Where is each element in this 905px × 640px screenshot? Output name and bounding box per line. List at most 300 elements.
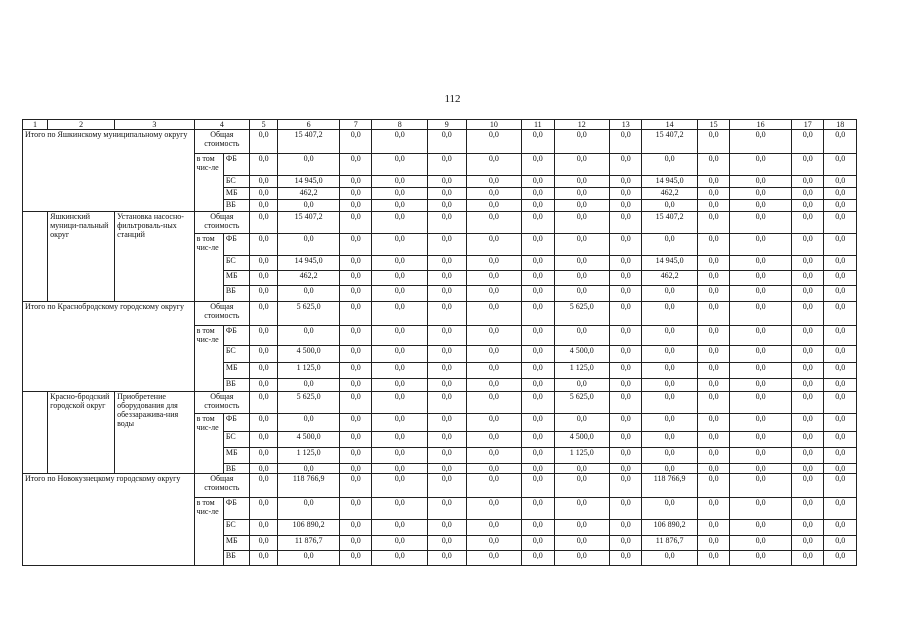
value-cell: 0,0 <box>427 474 466 498</box>
value-cell: 0,0 <box>427 520 466 536</box>
value-cell: 0,0 <box>522 474 554 498</box>
value-cell: 0,0 <box>697 520 729 536</box>
value-cell: 14 945,0 <box>278 256 340 271</box>
value-cell: 0,0 <box>466 464 521 474</box>
fund-label: ВБ <box>223 464 249 474</box>
value-cell: 0,0 <box>522 392 554 414</box>
value-cell: 0,0 <box>554 520 609 536</box>
value-cell: 0,0 <box>250 448 278 464</box>
value-cell: 0,0 <box>697 498 729 520</box>
value-cell: 0,0 <box>372 326 427 346</box>
total-cost-label: Общая стоимость <box>194 302 249 326</box>
value-cell: 0,0 <box>427 346 466 363</box>
value-cell: 0,0 <box>466 256 521 271</box>
value-cell: 1 125,0 <box>554 448 609 464</box>
value-cell: 0,0 <box>824 234 857 256</box>
table-row <box>23 474 857 498</box>
value-cell: 0,0 <box>554 536 609 551</box>
fund-label: ФБ <box>223 414 249 432</box>
fund-label: ФБ <box>223 234 249 256</box>
value-cell: 0,0 <box>466 498 521 520</box>
value-cell: 0,0 <box>427 536 466 551</box>
value-cell: 0,0 <box>642 154 697 176</box>
value-cell: 0,0 <box>792 363 824 379</box>
value-cell: 0,0 <box>466 326 521 346</box>
value-cell: 0,0 <box>372 346 427 363</box>
value-cell: 0,0 <box>372 414 427 432</box>
column-header: 13 <box>609 120 641 130</box>
value-cell: 5 625,0 <box>278 302 340 326</box>
fund-label: ФБ <box>223 498 249 520</box>
value-cell: 0,0 <box>250 536 278 551</box>
value-cell: 0,0 <box>522 130 554 154</box>
value-cell: 0,0 <box>250 286 278 302</box>
value-cell: 4 500,0 <box>278 432 340 448</box>
value-cell: 0,0 <box>792 520 824 536</box>
value-cell: 462,2 <box>278 188 340 200</box>
value-cell: 0,0 <box>730 520 792 536</box>
value-cell: 0,0 <box>730 551 792 566</box>
value-cell: 0,0 <box>372 302 427 326</box>
value-cell: 0,0 <box>697 551 729 566</box>
column-header: 3 <box>115 120 195 130</box>
value-cell: 0,0 <box>372 130 427 154</box>
value-cell: 0,0 <box>340 520 372 536</box>
value-cell: 15 407,2 <box>642 130 697 154</box>
value-cell: 0,0 <box>824 464 857 474</box>
value-cell: 0,0 <box>730 498 792 520</box>
value-cell: 0,0 <box>730 464 792 474</box>
value-cell: 0,0 <box>466 346 521 363</box>
column-header: 17 <box>792 120 824 130</box>
value-cell: 0,0 <box>730 414 792 432</box>
value-cell: 0,0 <box>278 326 340 346</box>
value-cell: 0,0 <box>250 326 278 346</box>
value-cell: 0,0 <box>824 286 857 302</box>
column-header: 12 <box>554 120 609 130</box>
value-cell: 0,0 <box>697 234 729 256</box>
value-cell: 0,0 <box>730 286 792 302</box>
value-cell: 0,0 <box>642 286 697 302</box>
value-cell: 0,0 <box>824 200 857 212</box>
value-cell: 0,0 <box>250 302 278 326</box>
value-cell: 0,0 <box>730 474 792 498</box>
value-cell: 0,0 <box>642 302 697 326</box>
value-cell: 0,0 <box>609 551 641 566</box>
value-cell: 0,0 <box>340 188 372 200</box>
value-cell: 0,0 <box>792 212 824 234</box>
value-cell: 0,0 <box>554 326 609 346</box>
value-cell: 0,0 <box>372 379 427 392</box>
value-cell: 0,0 <box>824 176 857 188</box>
value-cell: 0,0 <box>278 154 340 176</box>
value-cell: 0,0 <box>697 326 729 346</box>
value-cell: 0,0 <box>642 392 697 414</box>
value-cell: 0,0 <box>554 474 609 498</box>
value-cell: 0,0 <box>340 379 372 392</box>
row-number-cell <box>23 212 48 302</box>
value-cell: 0,0 <box>466 414 521 432</box>
value-cell: 1 125,0 <box>278 448 340 464</box>
value-cell: 0,0 <box>730 432 792 448</box>
value-cell: 0,0 <box>372 154 427 176</box>
section-total-title: Итого по Яшкинскому муниципальному округу <box>23 130 195 212</box>
value-cell: 0,0 <box>697 200 729 212</box>
value-cell: 14 945,0 <box>642 176 697 188</box>
column-header: 18 <box>824 120 857 130</box>
including-label: в том чис-ле <box>194 234 223 302</box>
value-cell: 462,2 <box>642 188 697 200</box>
column-header: 15 <box>697 120 729 130</box>
value-cell: 0,0 <box>522 212 554 234</box>
value-cell: 0,0 <box>522 176 554 188</box>
value-cell: 0,0 <box>372 200 427 212</box>
value-cell: 0,0 <box>642 432 697 448</box>
value-cell: 0,0 <box>522 188 554 200</box>
value-cell: 0,0 <box>250 379 278 392</box>
fund-label: МБ <box>223 188 249 200</box>
value-cell: 4 500,0 <box>278 346 340 363</box>
value-cell: 0,0 <box>792 498 824 520</box>
value-cell: 0,0 <box>250 363 278 379</box>
row-number-cell <box>23 392 48 474</box>
value-cell: 5 625,0 <box>554 302 609 326</box>
value-cell: 0,0 <box>340 130 372 154</box>
value-cell: 0,0 <box>522 379 554 392</box>
value-cell: 4 500,0 <box>554 432 609 448</box>
value-cell: 0,0 <box>824 212 857 234</box>
value-cell: 462,2 <box>278 271 340 286</box>
value-cell: 0,0 <box>792 286 824 302</box>
value-cell: 0,0 <box>730 379 792 392</box>
value-cell: 0,0 <box>697 212 729 234</box>
value-cell: 0,0 <box>697 363 729 379</box>
value-cell: 0,0 <box>340 464 372 474</box>
value-cell: 0,0 <box>824 536 857 551</box>
value-cell: 0,0 <box>427 200 466 212</box>
value-cell: 0,0 <box>250 346 278 363</box>
value-cell: 0,0 <box>466 363 521 379</box>
total-cost-label: Общая стоимость <box>194 392 249 414</box>
fund-label: ФБ <box>223 154 249 176</box>
value-cell: 0,0 <box>609 520 641 536</box>
value-cell: 0,0 <box>792 551 824 566</box>
value-cell: 0,0 <box>697 188 729 200</box>
value-cell: 0,0 <box>730 176 792 188</box>
value-cell: 0,0 <box>730 212 792 234</box>
value-cell: 0,0 <box>824 346 857 363</box>
value-cell: 0,0 <box>697 176 729 188</box>
section-total-title: Итого по Краснобродскому городскому округу <box>23 302 195 392</box>
value-cell: 0,0 <box>427 234 466 256</box>
value-cell: 0,0 <box>466 302 521 326</box>
value-cell: 0,0 <box>372 271 427 286</box>
total-cost-label: Общая стоимость <box>194 212 249 234</box>
value-cell: 0,0 <box>522 414 554 432</box>
column-header: 9 <box>427 120 466 130</box>
value-cell: 0,0 <box>730 200 792 212</box>
value-cell: 0,0 <box>427 176 466 188</box>
table-row <box>23 302 857 326</box>
value-cell: 0,0 <box>427 154 466 176</box>
value-cell: 0,0 <box>824 432 857 448</box>
value-cell: 0,0 <box>824 154 857 176</box>
value-cell: 0,0 <box>609 302 641 326</box>
fund-label: МБ <box>223 448 249 464</box>
value-cell: 0,0 <box>340 551 372 566</box>
value-cell: 0,0 <box>372 212 427 234</box>
value-cell: 0,0 <box>340 346 372 363</box>
value-cell: 0,0 <box>792 414 824 432</box>
value-cell: 0,0 <box>278 464 340 474</box>
value-cell: 0,0 <box>642 551 697 566</box>
value-cell: 0,0 <box>466 551 521 566</box>
value-cell: 15 407,2 <box>642 212 697 234</box>
value-cell: 0,0 <box>697 448 729 464</box>
value-cell: 0,0 <box>250 130 278 154</box>
value-cell: 0,0 <box>250 154 278 176</box>
value-cell: 0,0 <box>609 346 641 363</box>
value-cell: 0,0 <box>792 188 824 200</box>
fund-label: ВБ <box>223 551 249 566</box>
value-cell: 0,0 <box>730 392 792 414</box>
value-cell: 0,0 <box>554 271 609 286</box>
fund-label: БС <box>223 346 249 363</box>
value-cell: 0,0 <box>609 212 641 234</box>
value-cell: 0,0 <box>340 498 372 520</box>
column-header: 5 <box>250 120 278 130</box>
value-cell: 0,0 <box>340 414 372 432</box>
value-cell: 0,0 <box>792 256 824 271</box>
value-cell: 11 876,7 <box>278 536 340 551</box>
value-cell: 0,0 <box>609 498 641 520</box>
section-total-title: Итого по Новокузнецкому городскому округу <box>23 474 195 566</box>
value-cell: 0,0 <box>642 448 697 464</box>
value-cell: 0,0 <box>730 536 792 551</box>
fund-label: ВБ <box>223 286 249 302</box>
value-cell: 0,0 <box>466 200 521 212</box>
value-cell: 0,0 <box>466 234 521 256</box>
value-cell: 0,0 <box>340 302 372 326</box>
value-cell: 0,0 <box>792 130 824 154</box>
value-cell: 0,0 <box>522 326 554 346</box>
value-cell: 0,0 <box>522 536 554 551</box>
column-header: 11 <box>522 120 554 130</box>
value-cell: 0,0 <box>697 379 729 392</box>
value-cell: 0,0 <box>824 271 857 286</box>
value-cell: 0,0 <box>250 520 278 536</box>
value-cell: 15 407,2 <box>278 130 340 154</box>
value-cell: 0,0 <box>340 200 372 212</box>
value-cell: 0,0 <box>372 536 427 551</box>
value-cell: 0,0 <box>250 176 278 188</box>
value-cell: 0,0 <box>642 498 697 520</box>
value-cell: 0,0 <box>697 286 729 302</box>
value-cell: 0,0 <box>609 256 641 271</box>
value-cell: 0,0 <box>522 520 554 536</box>
fund-label: МБ <box>223 536 249 551</box>
value-cell: 0,0 <box>730 154 792 176</box>
object-name: Установка насосно-фильтроваль-ных станций <box>115 212 195 302</box>
value-cell: 0,0 <box>372 498 427 520</box>
value-cell: 0,0 <box>278 498 340 520</box>
value-cell: 1 125,0 <box>278 363 340 379</box>
including-label: в том чис-ле <box>194 326 223 392</box>
value-cell: 0,0 <box>697 302 729 326</box>
fund-label: ВБ <box>223 379 249 392</box>
value-cell: 0,0 <box>278 234 340 256</box>
value-cell: 0,0 <box>522 234 554 256</box>
value-cell: 0,0 <box>522 363 554 379</box>
value-cell: 0,0 <box>609 474 641 498</box>
including-label: в том чис-ле <box>194 498 223 566</box>
value-cell: 0,0 <box>250 256 278 271</box>
value-cell: 0,0 <box>372 448 427 464</box>
value-cell: 0,0 <box>372 188 427 200</box>
column-header: 2 <box>48 120 115 130</box>
value-cell: 0,0 <box>340 326 372 346</box>
value-cell: 0,0 <box>792 326 824 346</box>
value-cell: 0,0 <box>730 234 792 256</box>
value-cell: 0,0 <box>372 176 427 188</box>
table-row <box>23 130 857 154</box>
fund-label: МБ <box>223 271 249 286</box>
value-cell: 0,0 <box>697 474 729 498</box>
value-cell: 0,0 <box>427 326 466 346</box>
value-cell: 0,0 <box>340 286 372 302</box>
value-cell: 0,0 <box>642 346 697 363</box>
value-cell: 0,0 <box>427 551 466 566</box>
value-cell: 0,0 <box>340 363 372 379</box>
value-cell: 0,0 <box>554 498 609 520</box>
value-cell: 0,0 <box>792 271 824 286</box>
value-cell: 0,0 <box>792 200 824 212</box>
value-cell: 0,0 <box>554 379 609 392</box>
value-cell: 0,0 <box>554 176 609 188</box>
value-cell: 0,0 <box>340 154 372 176</box>
value-cell: 0,0 <box>522 271 554 286</box>
value-cell: 0,0 <box>609 176 641 188</box>
value-cell: 0,0 <box>730 346 792 363</box>
value-cell: 0,0 <box>466 536 521 551</box>
value-cell: 0,0 <box>466 448 521 464</box>
column-header: 1 <box>23 120 48 130</box>
value-cell: 0,0 <box>730 302 792 326</box>
value-cell: 0,0 <box>730 448 792 464</box>
value-cell: 0,0 <box>730 256 792 271</box>
value-cell: 0,0 <box>697 256 729 271</box>
value-cell: 0,0 <box>824 326 857 346</box>
value-cell: 0,0 <box>466 154 521 176</box>
value-cell: 0,0 <box>427 379 466 392</box>
value-cell: 0,0 <box>642 363 697 379</box>
value-cell: 0,0 <box>427 188 466 200</box>
value-cell: 0,0 <box>697 414 729 432</box>
value-cell: 0,0 <box>609 448 641 464</box>
fund-label: БС <box>223 520 249 536</box>
value-cell: 0,0 <box>824 498 857 520</box>
value-cell: 0,0 <box>792 474 824 498</box>
value-cell: 0,0 <box>792 176 824 188</box>
value-cell: 0,0 <box>609 154 641 176</box>
table-row <box>23 212 857 234</box>
table-row <box>23 392 857 414</box>
value-cell: 0,0 <box>522 154 554 176</box>
value-cell: 0,0 <box>554 414 609 432</box>
including-label: в том чис-ле <box>194 154 223 212</box>
value-cell: 0,0 <box>466 520 521 536</box>
value-cell: 0,0 <box>522 498 554 520</box>
value-cell: 0,0 <box>466 176 521 188</box>
column-header: 16 <box>730 120 792 130</box>
value-cell: 0,0 <box>466 474 521 498</box>
value-cell: 0,0 <box>554 286 609 302</box>
column-header: 10 <box>466 120 521 130</box>
value-cell: 0,0 <box>824 414 857 432</box>
value-cell: 118 766,9 <box>642 474 697 498</box>
value-cell: 0,0 <box>250 414 278 432</box>
value-cell: 0,0 <box>250 212 278 234</box>
value-cell: 0,0 <box>340 392 372 414</box>
value-cell: 0,0 <box>427 212 466 234</box>
value-cell: 0,0 <box>250 271 278 286</box>
value-cell: 15 407,2 <box>278 212 340 234</box>
value-cell: 0,0 <box>278 414 340 432</box>
value-cell: 0,0 <box>824 392 857 414</box>
value-cell: 0,0 <box>466 432 521 448</box>
value-cell: 0,0 <box>427 414 466 432</box>
value-cell: 4 500,0 <box>554 346 609 363</box>
value-cell: 0,0 <box>278 200 340 212</box>
value-cell: 0,0 <box>427 271 466 286</box>
value-cell: 0,0 <box>792 302 824 326</box>
value-cell: 0,0 <box>427 302 466 326</box>
value-cell: 0,0 <box>427 448 466 464</box>
value-cell: 0,0 <box>250 392 278 414</box>
value-cell: 0,0 <box>427 286 466 302</box>
value-cell: 0,0 <box>824 474 857 498</box>
value-cell: 0,0 <box>427 498 466 520</box>
value-cell: 0,0 <box>554 234 609 256</box>
value-cell: 0,0 <box>730 130 792 154</box>
value-cell: 0,0 <box>372 474 427 498</box>
value-cell: 0,0 <box>730 188 792 200</box>
value-cell: 0,0 <box>522 448 554 464</box>
value-cell: 0,0 <box>522 256 554 271</box>
value-cell: 0,0 <box>642 464 697 474</box>
value-cell: 0,0 <box>340 212 372 234</box>
value-cell: 0,0 <box>372 520 427 536</box>
object-name: Приобретение оборудования для обеззаражива-ния воды <box>115 392 195 474</box>
value-cell: 0,0 <box>642 414 697 432</box>
value-cell: 14 945,0 <box>278 176 340 188</box>
column-header: 14 <box>642 120 697 130</box>
value-cell: 0,0 <box>609 414 641 432</box>
fund-label: БС <box>223 176 249 188</box>
value-cell: 0,0 <box>466 212 521 234</box>
value-cell: 0,0 <box>554 551 609 566</box>
value-cell: 0,0 <box>824 256 857 271</box>
value-cell: 0,0 <box>609 432 641 448</box>
value-cell: 0,0 <box>522 551 554 566</box>
value-cell: 0,0 <box>697 271 729 286</box>
value-cell: 0,0 <box>554 212 609 234</box>
value-cell: 0,0 <box>792 536 824 551</box>
value-cell: 0,0 <box>427 432 466 448</box>
value-cell: 0,0 <box>372 392 427 414</box>
value-cell: 0,0 <box>609 464 641 474</box>
value-cell: 0,0 <box>340 176 372 188</box>
